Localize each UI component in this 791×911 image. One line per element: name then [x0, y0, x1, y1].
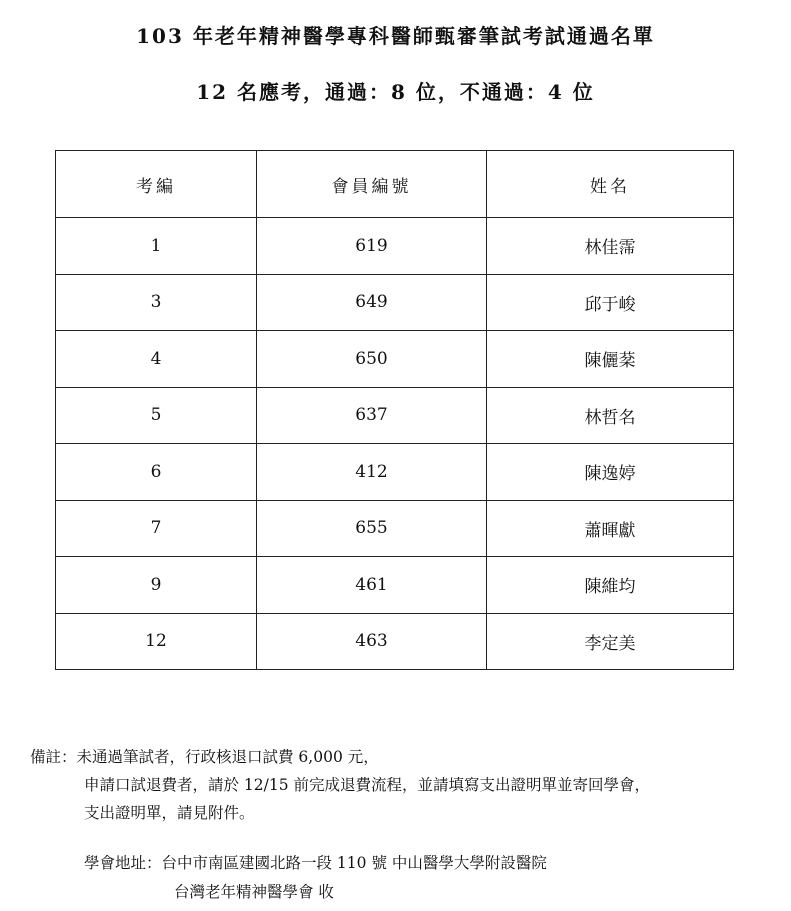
name-cell: 陳逸婷	[487, 444, 734, 501]
member-number-cell: 649	[257, 274, 487, 331]
remark-line-2: 申請口試退費者，請於 12/15 前完成退費流程，並請填寫支出證明單並寄回學會，	[84, 776, 651, 794]
pass-list-table	[55, 150, 734, 670]
exam-number-cell: 3	[56, 274, 257, 331]
name-cell: 邱于峻	[487, 274, 734, 331]
table-row	[56, 444, 734, 501]
name-cell: 林佳霈	[487, 218, 734, 275]
remarks-section	[30, 743, 650, 827]
name-cell: 蕭暉獻	[487, 500, 734, 557]
remark-line-1: 備註：未通過筆試者，行政核退口試費 6,000 元，	[30, 748, 379, 766]
table-row	[56, 387, 734, 444]
address-line-1: 學會地址：台中市南區建國北路一段 110 號 中山醫學大學附設醫院	[84, 854, 547, 872]
member-number-cell: 619	[257, 218, 487, 275]
exam-number-cell: 9	[56, 557, 257, 614]
exam-number-cell: 4	[56, 331, 257, 388]
member-number-cell: 637	[257, 387, 487, 444]
header-exam-number: 考編	[56, 151, 257, 218]
member-number-cell: 650	[257, 331, 487, 388]
table-row	[56, 557, 734, 614]
address-line-2: 台灣老年精神醫學會 收	[174, 883, 334, 901]
exam-number-cell: 1	[56, 218, 257, 275]
document-subtitle: 12 名應考，通過：8 位，不通過：4 位	[196, 80, 595, 104]
name-cell: 林哲名	[487, 387, 734, 444]
member-number-cell: 412	[257, 444, 487, 501]
table-row	[56, 613, 734, 670]
table-row	[56, 500, 734, 557]
header-member-number: 會員編號	[257, 151, 487, 218]
exam-number-cell: 7	[56, 500, 257, 557]
document-title: 103 年老年精神醫學專科醫師甄審筆試考試通過名單	[136, 24, 655, 48]
name-cell: 陳儷棻	[487, 331, 734, 388]
table-header-row	[56, 151, 734, 218]
exam-number-cell: 5	[56, 387, 257, 444]
name-cell: 李定美	[487, 613, 734, 670]
remark-line-3: 支出證明單，請見附件。	[84, 804, 255, 822]
member-number-cell: 461	[257, 557, 487, 614]
member-number-cell: 463	[257, 613, 487, 670]
exam-number-cell: 12	[56, 613, 257, 670]
header-name: 姓名	[487, 151, 734, 218]
table-row	[56, 331, 734, 388]
table-row	[56, 218, 734, 275]
table-row	[56, 274, 734, 331]
address-section	[84, 849, 547, 907]
name-cell: 陳維均	[487, 557, 734, 614]
exam-number-cell: 6	[56, 444, 257, 501]
member-number-cell: 655	[257, 500, 487, 557]
